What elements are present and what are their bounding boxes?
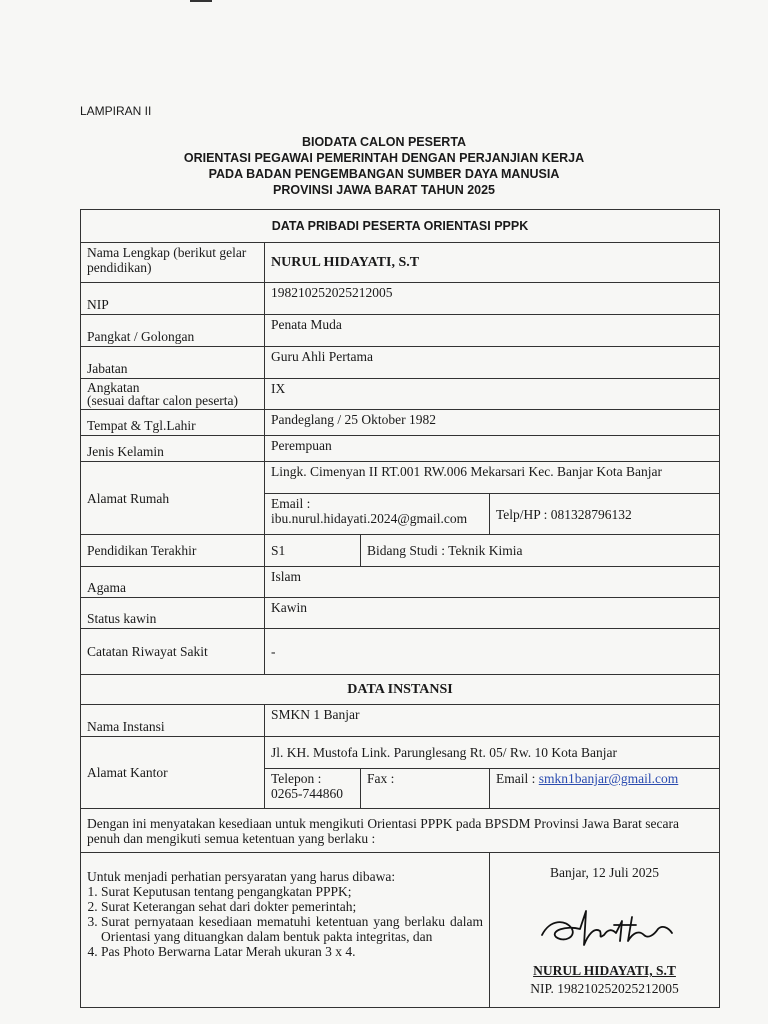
pendidikan-value: S1: [265, 535, 361, 567]
requirements-intro: Untuk menjadi perhatian persyaratan yang harus dibawa:: [87, 869, 396, 884]
angkatan-sub: (sesuai daftar calon peserta): [87, 393, 239, 408]
nip-label: NIP: [81, 283, 265, 315]
angkatan-value: IX: [265, 379, 720, 410]
email-label: Email :: [271, 496, 311, 511]
instansi-email-link[interactable]: smkn1banjar@gmail.com: [538, 771, 679, 786]
requirements-list: [87, 884, 483, 959]
bidang-value: Bidang Studi : Teknik Kimia: [361, 535, 720, 567]
status-label: Status kawin: [81, 598, 265, 629]
telepon-label: Telepon :: [271, 771, 322, 786]
fax-label: Fax :: [361, 769, 490, 809]
ttl-value: Pandeglang / 25 Oktober 1982: [265, 410, 720, 436]
ttl-label: Tempat & Tgl.Lahir: [81, 410, 265, 436]
pangkat-label: Pangkat / Golongan: [81, 315, 265, 347]
requirement-item: 2. Surat Keterangan sehat dari dokter pemerintah;: [101, 899, 483, 914]
alamat-label: Alamat Rumah: [81, 462, 265, 535]
angkatan-cell: [81, 379, 265, 410]
biodata-table: [80, 209, 720, 1008]
angkatan-label: Angkatan: [87, 380, 140, 395]
email-value: ibu.nurul.hidayati.2024@gmail.com: [271, 511, 468, 526]
signature-cell: [490, 853, 720, 1008]
scan-mark: [190, 0, 212, 2]
pendidikan-label: Pendidikan Terakhir: [81, 535, 265, 567]
catatan-value: -: [265, 629, 720, 675]
requirement-item: 4. Pas Photo Berwarna Latar Merah ukuran 3 x 4.: [101, 944, 483, 959]
instansi-label: Nama Instansi: [81, 705, 265, 737]
signatory-name: NURUL HIDAYATI, S.T: [533, 963, 676, 978]
nama-label: Nama Lengkap (berikut gelar pendidikan): [81, 243, 265, 283]
jk-label: Jenis Kelamin: [81, 436, 265, 462]
requirement-item: 1. Surat Keputusan tentang pengangkatan PPPK;: [101, 884, 483, 899]
alamat-kantor-value: Jl. KH. Mustofa Link. Parunglesang Rt. 05/ Rw. 10 Kota Banjar: [265, 737, 720, 769]
status-value: Kawin: [265, 598, 720, 629]
section-pribadi-title: DATA PRIBADI PESERTA ORIENTASI PPPK: [81, 210, 720, 243]
instansi-email-cell: [490, 769, 720, 809]
catatan-label: Catatan Riwayat Sakit: [81, 629, 265, 675]
signature-date: Banjar, 12 Juli 2025: [550, 865, 659, 880]
statement-text: Dengan ini menyatakan kesediaan untuk mengikuti Orientasi PPPK pada BPSDM Provinsi Jawa Barat secara penuh dan mengikuti semua ketentuan yang berlaku :: [81, 809, 720, 853]
section-instansi-title: DATA INSTANSI: [81, 675, 720, 705]
email-cell: [265, 494, 490, 535]
lampiran-label: LAMPIRAN II: [80, 104, 152, 118]
jabatan-label: Jabatan: [81, 347, 265, 379]
title-line: ORIENTASI PEGAWAI PEMERINTAH DENGAN PERJANJIAN KERJA: [183, 151, 585, 165]
telp-value: Telp/HP : 081328796132: [490, 494, 720, 535]
telepon-cell: [265, 769, 361, 809]
instansi-value: SMKN 1 Banjar: [265, 705, 720, 737]
nama-value: NURUL HIDAYATI, S.T: [265, 243, 720, 283]
jabatan-value: Guru Ahli Pertama: [265, 347, 720, 379]
instansi-email-label: Email :: [496, 771, 536, 786]
title-line: PROVINSI JAWA BARAT TAHUN 2025: [272, 183, 496, 197]
alamat-value: Lingk. Cimenyan II RT.001 RW.006 Mekarsari Kec. Banjar Kota Banjar: [265, 462, 720, 494]
title-line: PADA BADAN PENGEMBANGAN SUMBER DAYA MANUSIA: [208, 167, 560, 181]
agama-value: Islam: [265, 567, 720, 598]
signature-image: [536, 905, 686, 951]
telepon-value: 0265-744860: [271, 786, 343, 801]
agama-label: Agama: [81, 567, 265, 598]
signatory-nip: NIP. 198210252025212005: [530, 981, 679, 996]
jk-value: Perempuan: [265, 436, 720, 462]
requirements-cell: [81, 853, 490, 1008]
alamat-kantor-label: Alamat Kantor: [81, 737, 265, 809]
requirement-item: 3. Surat pernyataan kesediaan mematuhi ketentuan yang berlaku dalam Orientasi yang dituangkan dalam bentuk pakta integritas, dan: [101, 914, 483, 944]
pangkat-value: Penata Muda: [265, 315, 720, 347]
document-title: [0, 134, 768, 198]
nip-value: 198210252025212005: [265, 283, 720, 315]
title-line: BIODATA CALON PESERTA: [301, 135, 467, 149]
